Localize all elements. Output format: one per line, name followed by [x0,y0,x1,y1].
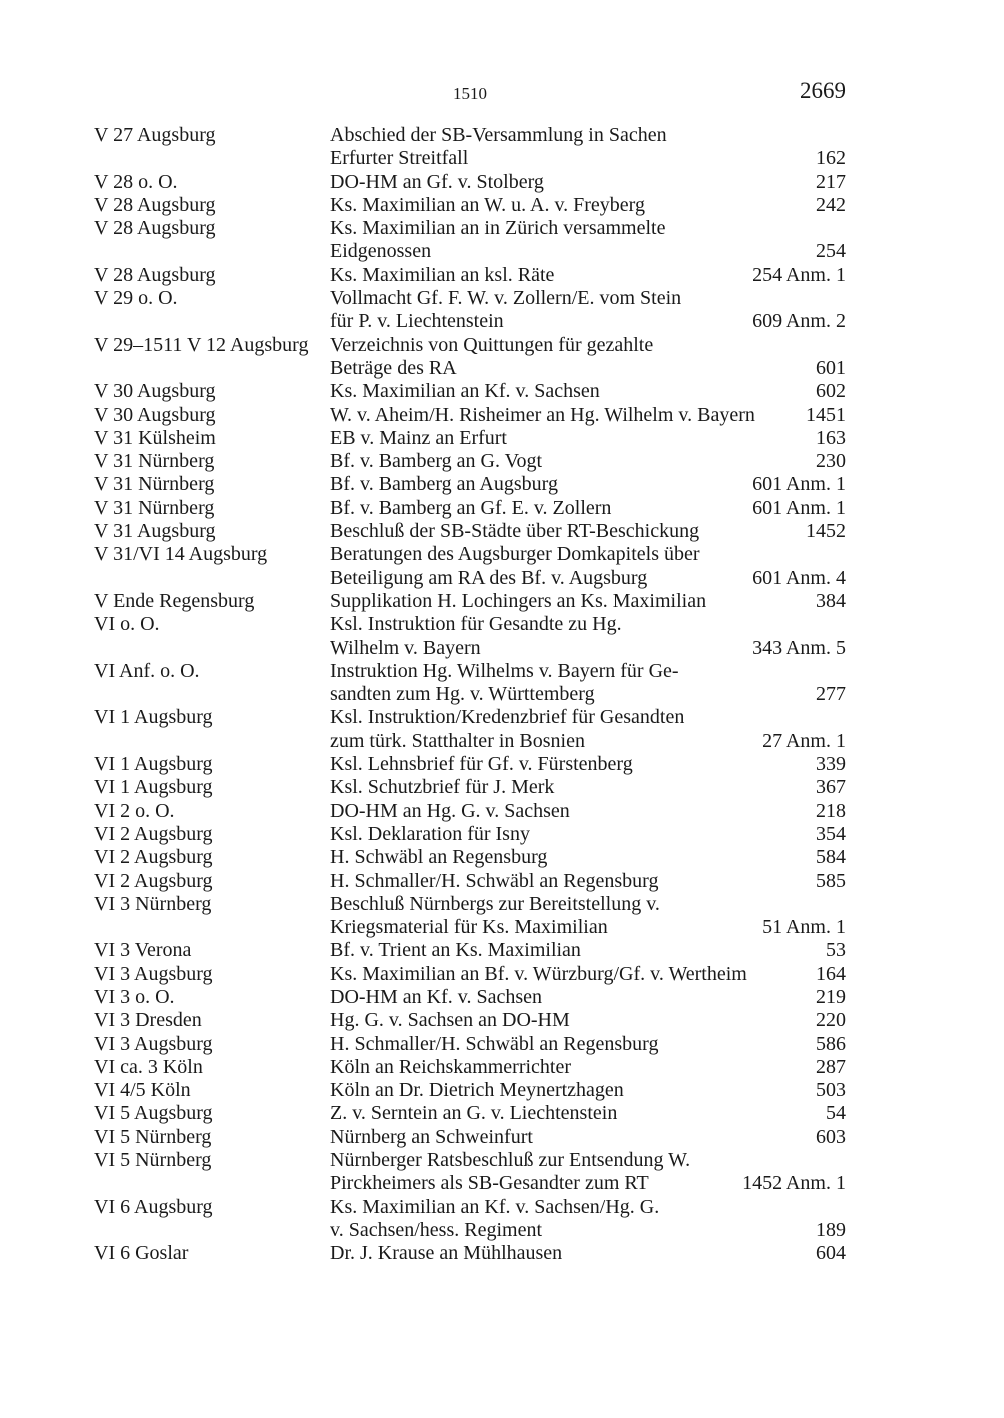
entry-page-reference: 189 [810,1219,846,1242]
entry-description [330,613,846,660]
entry-page-reference: 1452 Anm. 1 [736,1172,846,1195]
entry-date: V 31 Nürnberg [94,450,215,473]
entry-description [330,543,846,590]
entry-text: Hg. G. v. Sachsen an DO-HM [330,1009,570,1032]
entry-description-line [330,706,846,729]
entry-date: V 29–1511 V 12 Augsburg [94,333,309,356]
entry-description [330,800,846,823]
entry-date: V Ende Regensburg [94,589,255,612]
entry-date: V 30 Augsburg [94,380,216,403]
entry-text: Beteiligung am RA des Bf. v. Augsburg [330,566,648,589]
entry-page-reference: 27 Anm. 1 [756,730,846,753]
entry-date: VI 3 o. O. [94,985,175,1008]
entry-page-reference: 354 [810,823,846,846]
entry-description [330,939,846,962]
entry-text: Wilhelm v. Bayern [330,636,481,659]
entry-description-line [330,613,846,636]
running-head-year: 1510 [453,84,487,103]
register-entry [94,753,846,776]
entry-text: Beschluß der SB-Städte über RT-Beschickung [330,520,700,543]
entry-page-reference: 601 Anm. 4 [746,567,846,590]
register-entry [94,124,846,171]
entry-text: Dr. J. Krause an Mühlhausen [330,1242,563,1265]
entry-description [330,1242,846,1265]
entry-date: VI 3 Verona [94,939,192,962]
entry-description-line [330,1056,846,1079]
entry-text: Ks. Maximilian an ksl. Räte [330,263,555,286]
entry-description [330,1079,846,1102]
entry-text: H. Schwäbl an Regensburg [330,846,548,869]
entry-description-line [330,1242,846,1265]
entry-description-line [330,1126,846,1149]
entry-date: VI 4/5 Köln [94,1079,191,1102]
entry-description-line [330,404,846,427]
entry-description [330,171,846,194]
entry-text: Beschluß Nürnbergs zur Bereitstellung v. [330,892,660,915]
entry-text: Abschied der SB-Versammlung in Sachen [330,124,667,146]
entry-page-reference: 254 Anm. 1 [746,264,846,287]
entry-description-line [330,567,846,590]
entry-page-reference: 1452 [800,520,846,543]
entry-page-reference: 162 [810,147,846,170]
entry-date: VI 1 Augsburg [94,706,213,729]
entry-description [330,986,846,1009]
entry-text: Bf. v. Trient an Ks. Maximilian [330,939,581,962]
entry-description-line [330,1102,846,1125]
entry-page-reference: 384 [810,590,846,613]
entry-date: VI 5 Augsburg [94,1102,213,1125]
entry-description-line [330,124,846,147]
entry-page-reference: 54 [820,1102,846,1125]
entry-description-line [330,823,846,846]
entry-description-line [330,1079,846,1102]
entry-text: v. Sachsen/hess. Regiment [330,1218,543,1241]
register-entry [94,800,846,823]
entry-date: VI 2 Augsburg [94,822,213,845]
register-entry [94,893,846,940]
entry-page-reference: 218 [810,800,846,823]
register-entry [94,520,846,543]
register-entry [94,1033,846,1056]
entry-description-line [330,543,846,566]
entry-description-line [330,1009,846,1032]
entry-date: VI ca. 3 Köln [94,1055,203,1078]
page-header [94,80,846,110]
entry-text: Verzeichnis von Quittungen für gezahlte [330,333,654,356]
entry-date: VI Anf. o. O. [94,659,200,682]
entry-date: VI 5 Nürnberg [94,1125,212,1148]
entry-page-reference: 217 [810,171,846,194]
entry-description-line [330,287,846,310]
entry-page-reference: 219 [810,986,846,1009]
entry-description [330,963,846,986]
entry-description-line [330,590,846,613]
register-entry [94,660,846,707]
entry-text: H. Schmaller/H. Schwäbl an Regensburg [330,1032,659,1055]
register-entry [94,1242,846,1265]
entry-text: Bf. v. Bamberg an Augsburg [330,473,558,496]
entry-text: Ksl. Deklaration für Isny [330,822,530,845]
register-entry [94,450,846,473]
entry-date: V 31 Augsburg [94,520,216,543]
entry-page-reference: 503 [810,1079,846,1102]
entry-page-reference: 254 [810,240,846,263]
entry-description [330,753,846,776]
entry-description-line [330,893,846,916]
entry-description-line [330,916,846,939]
entry-date: VI 6 Augsburg [94,1195,213,1218]
entry-text: Ks. Maximilian an Kf. v. Sachsen/Hg. G. [330,1195,660,1218]
entry-description-line [330,1219,846,1242]
entry-description-line [330,147,846,170]
entry-text: DO-HM an Kf. v. Sachsen [330,985,542,1008]
entry-description-line [330,427,846,450]
entry-text: zum türk. Statthalter in Bosnien [330,729,585,752]
entry-page-reference: 230 [810,450,846,473]
entry-text: DO-HM an Gf. v. Stolberg [330,170,544,193]
entry-description-line [330,846,846,869]
entry-description-line [330,1149,846,1172]
register-entry [94,194,846,217]
entry-description [330,870,846,893]
entry-text: Köln an Dr. Dietrich Meynertzhagen [330,1079,624,1102]
register-entry [94,706,846,753]
entry-description [330,1033,846,1056]
entry-description-line [330,497,846,520]
entry-text: Köln an Reichskammerrichter [330,1055,572,1078]
entry-date: V 28 Augsburg [94,193,216,216]
entry-description-line [330,310,846,333]
entry-date: VI 1 Augsburg [94,776,213,799]
entry-text: Ks. Maximilian an Kf. v. Sachsen [330,380,600,403]
entry-description [330,1102,846,1125]
entry-text: Bf. v. Bamberg an G. Vogt [330,450,543,473]
entry-description-line [330,264,846,287]
entry-page-reference: 164 [810,963,846,986]
entry-text: sandten zum Hg. v. Württemberg [330,683,595,706]
entry-date: V 28 o. O. [94,170,178,193]
register-entry [94,1126,846,1149]
register-entry [94,404,846,427]
entry-page-reference: 343 Anm. 5 [746,637,846,660]
entry-description-line [330,1033,846,1056]
entry-description [330,660,846,707]
entry-date: VI 1 Augsburg [94,753,213,776]
entry-description [330,1056,846,1079]
entry-date: VI 3 Dresden [94,1009,202,1032]
entry-description [330,823,846,846]
register-entry [94,287,846,334]
entry-description-line [330,939,846,962]
register-entry [94,1149,846,1196]
entry-description [330,450,846,473]
register-entry [94,264,846,287]
entry-description [330,124,846,171]
entry-description [330,846,846,869]
register-entry [94,427,846,450]
entry-date: VI o. O. [94,613,160,636]
entry-description [330,194,846,217]
entry-description-line [330,194,846,217]
entry-description [330,334,846,381]
entry-date: VI 3 Augsburg [94,1032,213,1055]
register-entry [94,870,846,893]
entry-page-reference: 163 [810,427,846,450]
register-entry [94,846,846,869]
entry-page-reference: 220 [810,1009,846,1032]
entry-description [330,590,846,613]
page-number: 2669 [800,78,846,103]
entry-text: Pirckheimers als SB-Gesandter zum RT [330,1172,649,1195]
register-entry [94,939,846,962]
entry-description [330,287,846,334]
entry-description-line [330,520,846,543]
entry-description-line [330,240,846,263]
register-entry [94,590,846,613]
register-entry [94,1009,846,1032]
entry-text: Ks. Maximilian an in Zürich versammelte [330,217,666,240]
entry-page-reference: 586 [810,1033,846,1056]
entry-page-reference: 53 [820,939,846,962]
register-entry [94,334,846,381]
register-entry [94,613,846,660]
entry-page-reference: 604 [810,1242,846,1265]
register-entry [94,776,846,799]
register-entry [94,1196,846,1243]
entry-text: Z. v. Serntein an G. v. Liechtenstein [330,1102,618,1125]
entry-description-line [330,730,846,753]
entry-description-line [330,473,846,496]
entry-page-reference: 585 [810,870,846,893]
register-entry [94,1056,846,1079]
entry-text: Eidgenossen [330,240,432,263]
entry-description [330,404,846,427]
entry-description [330,1126,846,1149]
entry-page-reference: 601 [810,357,846,380]
entry-text: Beratungen des Augsburger Domkapitels über [330,543,700,566]
register-entry [94,823,846,846]
entry-description-line [330,357,846,380]
entry-description-line [330,660,846,683]
register-entry [94,380,846,403]
entry-text: Ks. Maximilian an W. u. A. v. Freyberg [330,193,645,216]
entry-text: Ksl. Instruktion für Gesandte zu Hg. [330,613,622,636]
entry-description [330,1196,846,1243]
entry-page-reference: 367 [810,776,846,799]
register-entry [94,217,846,264]
entry-page-reference: 277 [810,683,846,706]
entry-text: Supplikation H. Lochingers an Ks. Maximilian [330,589,707,612]
entry-page-reference: 603 [810,1126,846,1149]
entry-description-line [330,334,846,357]
entry-description-line [330,776,846,799]
entry-description-line [330,1196,846,1219]
entry-date: VI 3 Augsburg [94,962,213,985]
entry-description [330,1149,846,1196]
entry-page-reference: 339 [810,753,846,776]
entry-text: EB v. Mainz an Erfurt [330,426,507,449]
register-entry [94,986,846,1009]
entry-page-reference: 287 [810,1056,846,1079]
entry-page-reference: 601 Anm. 1 [746,473,846,496]
register-entry [94,1102,846,1125]
entry-description-line [330,800,846,823]
entry-date: V 30 Augsburg [94,403,216,426]
entry-date: VI 6 Goslar [94,1242,189,1265]
entry-page-reference: 1451 [800,404,846,427]
entry-page-reference: 601 Anm. 1 [746,497,846,520]
entry-date: V 31 Külsheim [94,426,216,449]
entry-description [330,893,846,940]
entry-text: für P. v. Liechtenstein [330,310,504,333]
entry-date: V 28 Augsburg [94,217,216,240]
entry-date: VI 2 o. O. [94,799,175,822]
entry-text: W. v. Aheim/H. Risheimer an Hg. Wilhelm v. Bayern [330,403,755,426]
entry-description [330,497,846,520]
entry-text: Ks. Maximilian an Bf. v. Würzburg/Gf. v. Wertheim [330,962,747,985]
entry-description-line [330,637,846,660]
entry-description [330,380,846,403]
entry-date: VI 3 Nürnberg [94,892,212,915]
entry-description-line [330,870,846,893]
entry-text: Erfurter Streitfall [330,147,469,170]
entry-description [330,1009,846,1032]
entry-date: V 27 Augsburg [94,124,216,146]
entry-description-line [330,380,846,403]
entry-date: V 31/VI 14 Augsburg [94,543,268,566]
register-entry [94,473,846,496]
entry-text: Ksl. Lehnsbrief für Gf. v. Fürstenberg [330,753,633,776]
register-list [94,124,846,1266]
entry-description-line [330,217,846,240]
entry-page-reference: 584 [810,846,846,869]
entry-date: V 31 Nürnberg [94,473,215,496]
entry-page-reference: 51 Anm. 1 [756,916,846,939]
entry-text: Beträge des RA [330,356,457,379]
register-entry [94,1079,846,1102]
entry-description-line [330,171,846,194]
entry-text: Instruktion Hg. Wilhelms v. Bayern für Ge- [330,659,679,682]
entry-description [330,776,846,799]
entry-description [330,427,846,450]
entry-text: Ksl. Instruktion/Kredenzbrief für Gesandten [330,706,685,729]
entry-date: VI 5 Nürnberg [94,1149,212,1172]
entry-description-line [330,753,846,776]
entry-date: VI 2 Augsburg [94,869,213,892]
register-entry [94,963,846,986]
register-entry [94,171,846,194]
entry-text: Bf. v. Bamberg an Gf. E. v. Zollern [330,496,612,519]
entry-text: Nürnberg an Schweinfurt [330,1125,533,1148]
entry-description [330,706,846,753]
entry-page-reference: 602 [810,380,846,403]
entry-text: Nürnberger Ratsbeschluß zur Entsendung W. [330,1149,691,1172]
entry-description [330,473,846,496]
register-entry [94,543,846,590]
entry-description-line [330,963,846,986]
entry-description [330,217,846,264]
entry-text: Kriegsmaterial für Ks. Maximilian [330,916,608,939]
register-entry [94,497,846,520]
entry-date: V 29 o. O. [94,287,178,310]
entry-text: Ksl. Schutzbrief für J. Merk [330,776,555,799]
entry-description-line [330,450,846,473]
entry-text: H. Schmaller/H. Schwäbl an Regensburg [330,869,659,892]
entry-page-reference: 242 [810,194,846,217]
entry-description [330,264,846,287]
entry-description-line [330,683,846,706]
entry-date: V 28 Augsburg [94,263,216,286]
entry-text: DO-HM an Hg. G. v. Sachsen [330,799,570,822]
entry-date: V 31 Nürnberg [94,496,215,519]
entry-date: VI 2 Augsburg [94,846,213,869]
entry-description-line [330,1172,846,1195]
entry-description-line [330,986,846,1009]
entry-text: Vollmacht Gf. F. W. v. Zollern/E. vom Stein [330,287,682,310]
entry-description [330,520,846,543]
entry-page-reference: 609 Anm. 2 [746,310,846,333]
